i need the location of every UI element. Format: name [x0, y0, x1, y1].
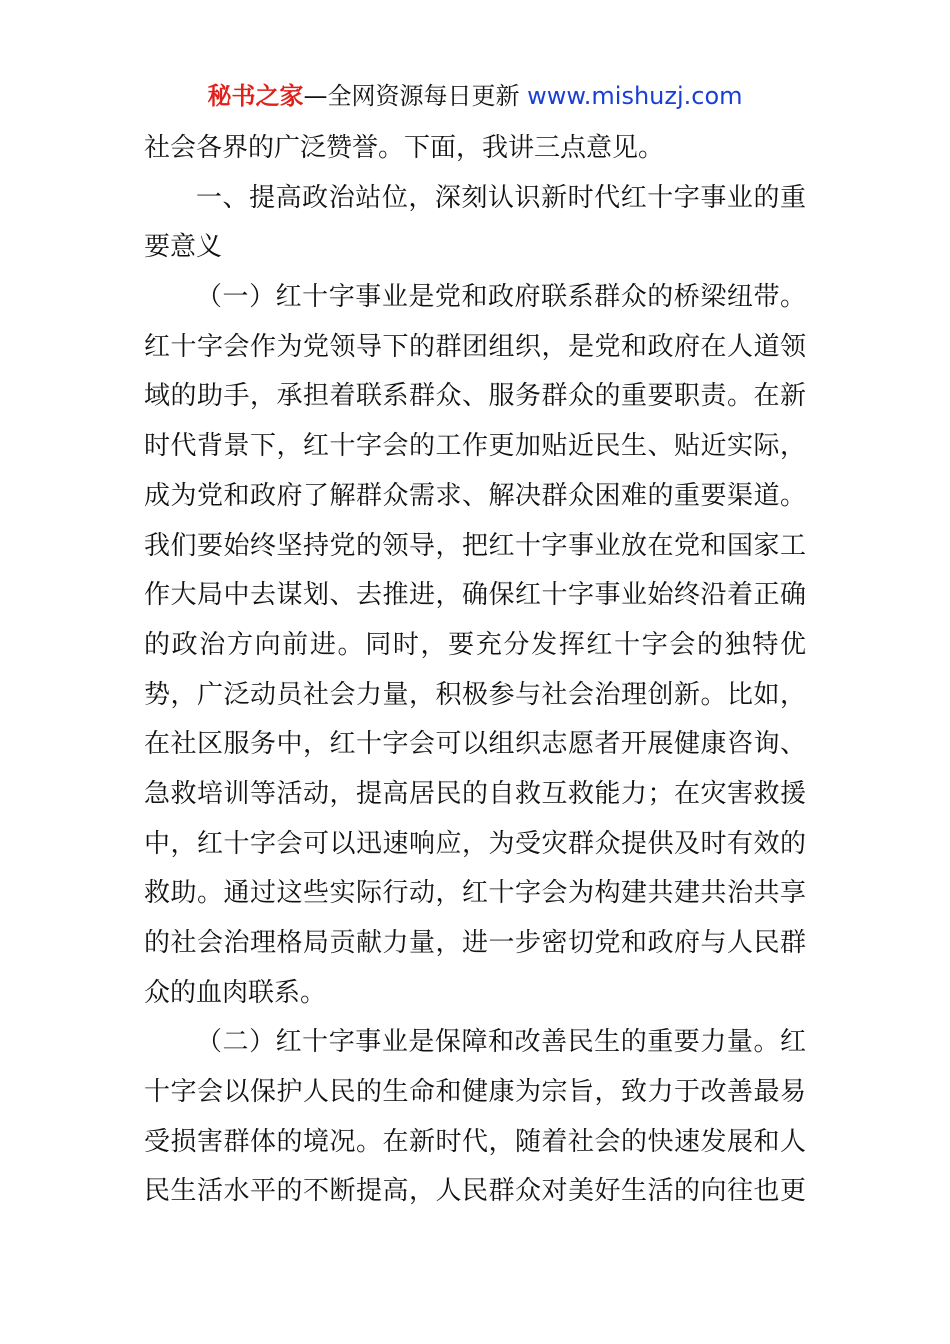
page-header	[0, 80, 950, 112]
text-line: 一、提高政治站位，深刻认识新时代红十字事业的重	[196, 182, 806, 213]
text-line: 十字会以保护人民的生命和健康为宗旨，致力于改善最易	[144, 1077, 806, 1108]
text-line: （一）红十字事业是党和政府联系群众的桥梁纽带。	[196, 282, 806, 313]
text-line: 域的助手，承担着联系群众、服务群众的重要职责。在新	[144, 381, 806, 412]
header-url[interactable]: www.mishuzj.com	[527, 82, 743, 110]
text-line: 受损害群体的境况。在新时代，随着社会的快速发展和人	[144, 1126, 806, 1157]
text-line: 民生活水平的不断提高，人民群众对美好生活的向往也更	[144, 1176, 806, 1207]
text-line: 众的血肉联系。	[144, 977, 327, 1008]
text-line: 红十字会作为党领导下的群团组织，是党和政府在人道领	[144, 331, 806, 362]
text-line: 势，广泛动员社会力量，积极参与社会治理创新。比如，	[144, 679, 806, 710]
header-tagline: —全网资源每日更新	[303, 82, 528, 110]
text-line: 中，红十字会可以迅速响应，为受灾群众提供及时有效的	[144, 828, 806, 859]
text-line: 我们要始终坚持党的领导，把红十字事业放在党和国家工	[144, 530, 806, 561]
text-line: 成为党和政府了解群众需求、解决群众困难的重要渠道。	[144, 480, 806, 511]
text-line: 急救培训等活动，提高居民的自救互救能力；在灾害救援	[144, 778, 806, 809]
text-line: 要意义	[144, 232, 223, 263]
text-line: 社会各界的广泛赞誉。下面，我讲三点意见。	[144, 133, 665, 163]
document-body	[144, 124, 806, 1217]
header-brand: 秘书之家	[207, 82, 304, 110]
text-line: 在社区服务中，红十字会可以组织志愿者开展健康咨询、	[144, 729, 806, 760]
text-line: 的社会治理格局贡献力量，进一步密切党和政府与人民群	[144, 928, 806, 958]
text-line: 时代背景下，红十字会的工作更加贴近民生、贴近实际，	[144, 431, 806, 462]
text-line: 救助。通过这些实际行动，红十字会为构建共建共治共享	[144, 878, 806, 909]
text-line: 的政治方向前进。同时，要充分发挥红十字会的独特优	[144, 629, 806, 660]
text-line: 作大局中去谋划、去推进，确保红十字事业始终沿着正确	[144, 580, 806, 611]
text-line: （二）红十字事业是保障和改善民生的重要力量。红	[196, 1027, 806, 1058]
